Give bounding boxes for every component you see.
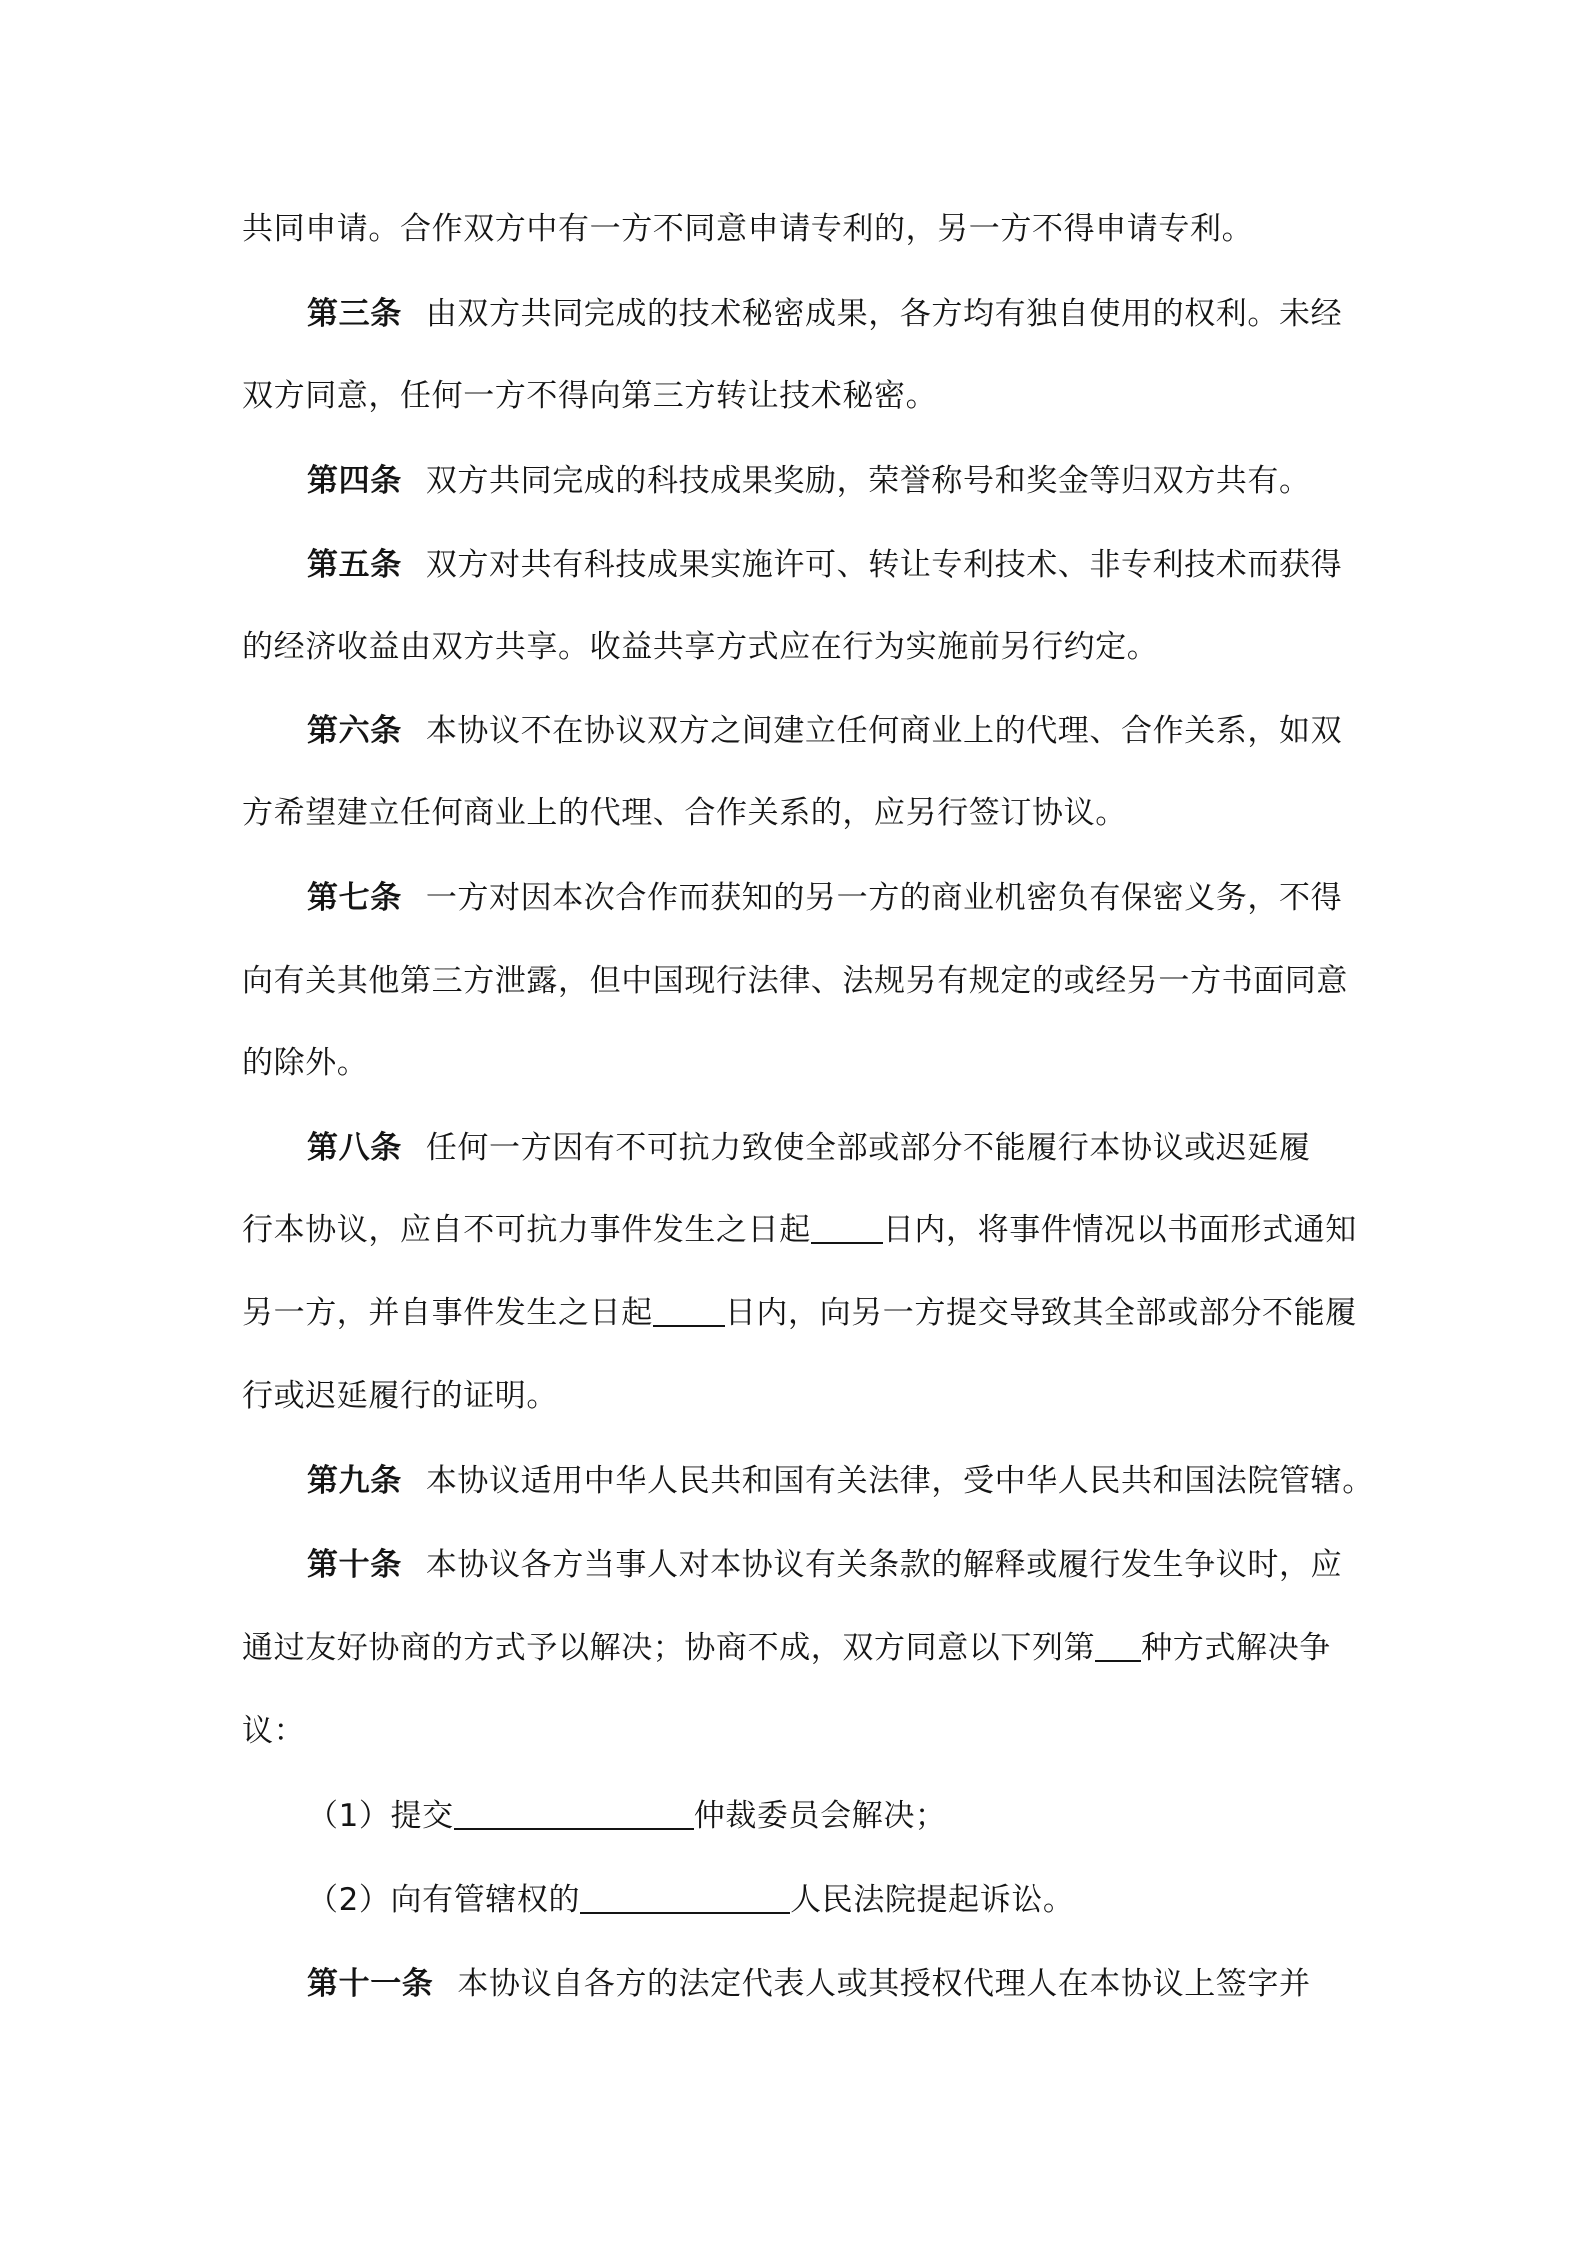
- paragraph-line: [242, 209, 1253, 249]
- article-heading: 第三条: [307, 296, 402, 332]
- article-7-line: [307, 878, 1342, 918]
- method-number-blank: [1095, 1630, 1141, 1662]
- article-9-line: [307, 1461, 1374, 1501]
- article-5-line: [307, 545, 1342, 585]
- line-text: 行本协议，应自不可抗力事件发生之日起: [242, 1212, 811, 1248]
- article-11-line: [307, 1964, 1311, 2004]
- paragraph-line: [242, 1376, 558, 1416]
- line-text: 向有关其他第三方泄露，但中国现行法律、法规另有规定的或经另一方书面同意: [242, 963, 1348, 999]
- article-heading: 第十一条: [307, 1966, 434, 2002]
- paragraph-line: [242, 1628, 1331, 1668]
- article-heading: 第六条: [307, 713, 402, 749]
- line-text: 本协议不在协议双方之间建立任何商业上的代理、合作关系，如双: [425, 713, 1343, 749]
- line-text: 另一方，并自事件发生之日起: [242, 1295, 653, 1331]
- paragraph-line: [242, 793, 1127, 833]
- option-2-line: [307, 1880, 1075, 1920]
- paragraph-line: [242, 627, 1158, 667]
- line-text: 方希望建立任何商业上的代理、合作关系的，应另行签订协议。: [242, 795, 1127, 831]
- line-text: 日内，将事件情况以书面形式通知: [882, 1212, 1357, 1248]
- line-text: 通过友好协商的方式予以解决；协商不成，双方同意以下列第: [242, 1630, 1096, 1666]
- line-text: 共同申请。合作双方中有一方不同意申请专利的，另一方不得申请专利。: [242, 211, 1254, 247]
- days-blank: [653, 1295, 725, 1327]
- line-text: 日内，向另一方提交导致其全部或部分不能履: [724, 1295, 1357, 1331]
- paragraph-line: [242, 376, 937, 416]
- line-text: 本协议自各方的法定代表人或其授权代理人在本协议上签字并: [457, 1966, 1311, 2002]
- article-3-line: [307, 294, 1342, 334]
- paragraph-line: [242, 961, 1348, 1001]
- article-heading: 第五条: [307, 547, 402, 583]
- article-heading: 第七条: [307, 880, 402, 916]
- article-heading: 第十条: [307, 1547, 402, 1583]
- article-4-line: [307, 461, 1311, 501]
- line-text: 本协议各方当事人对本协议有关条款的解释或履行发生争议时，应: [425, 1547, 1343, 1583]
- line-text: （1）提交: [307, 1798, 454, 1834]
- paragraph-line: [242, 1210, 1357, 1250]
- line-text: 种方式解决争: [1141, 1630, 1331, 1666]
- line-text: 本协议适用中华人民共和国有关法律，受中华人民共和国法院管辖。: [425, 1463, 1374, 1499]
- paragraph-line: [242, 1293, 1357, 1333]
- line-text: 双方对共有科技成果实施许可、转让专利技术、非专利技术而获得: [425, 547, 1343, 583]
- line-text: 议：: [242, 1713, 306, 1749]
- line-text: 的经济收益由双方共享。收益共享方式应在行为实施前另行约定。: [242, 629, 1159, 665]
- days-blank: [811, 1212, 883, 1244]
- line-text: 由双方共同完成的技术秘密成果，各方均有独自使用的权利。未经: [425, 296, 1343, 332]
- line-text: 一方对因本次合作而获知的另一方的商业机密负有保密义务，不得: [425, 880, 1343, 916]
- line-text: 双方共同完成的科技成果奖励，荣誉称号和奖金等归双方共有。: [425, 463, 1311, 499]
- line-text: 双方同意，任何一方不得向第三方转让技术秘密。: [242, 378, 938, 414]
- paragraph-line: [242, 1043, 368, 1083]
- line-text: 任何一方因有不可抗力致使全部或部分不能履行本协议或迟延履: [425, 1130, 1311, 1166]
- article-heading: 第八条: [307, 1130, 402, 1166]
- line-text: 的除外。: [242, 1045, 369, 1081]
- article-heading: 第四条: [307, 463, 402, 499]
- line-text: 仲裁委员会解决；: [693, 1798, 947, 1834]
- option-1-line: [307, 1796, 947, 1836]
- line-text: （2）向有管辖权的: [307, 1882, 581, 1918]
- line-text: 人民法院提起诉讼。: [790, 1882, 1075, 1918]
- paragraph-line: [242, 1711, 305, 1751]
- line-text: 行或迟延履行的证明。: [242, 1378, 558, 1414]
- article-10-line: [307, 1545, 1342, 1585]
- article-heading: 第九条: [307, 1463, 402, 1499]
- article-8-line: [307, 1128, 1311, 1168]
- court-name-blank: [580, 1882, 790, 1914]
- article-6-line: [307, 711, 1342, 751]
- arbitration-committee-blank: [454, 1798, 694, 1830]
